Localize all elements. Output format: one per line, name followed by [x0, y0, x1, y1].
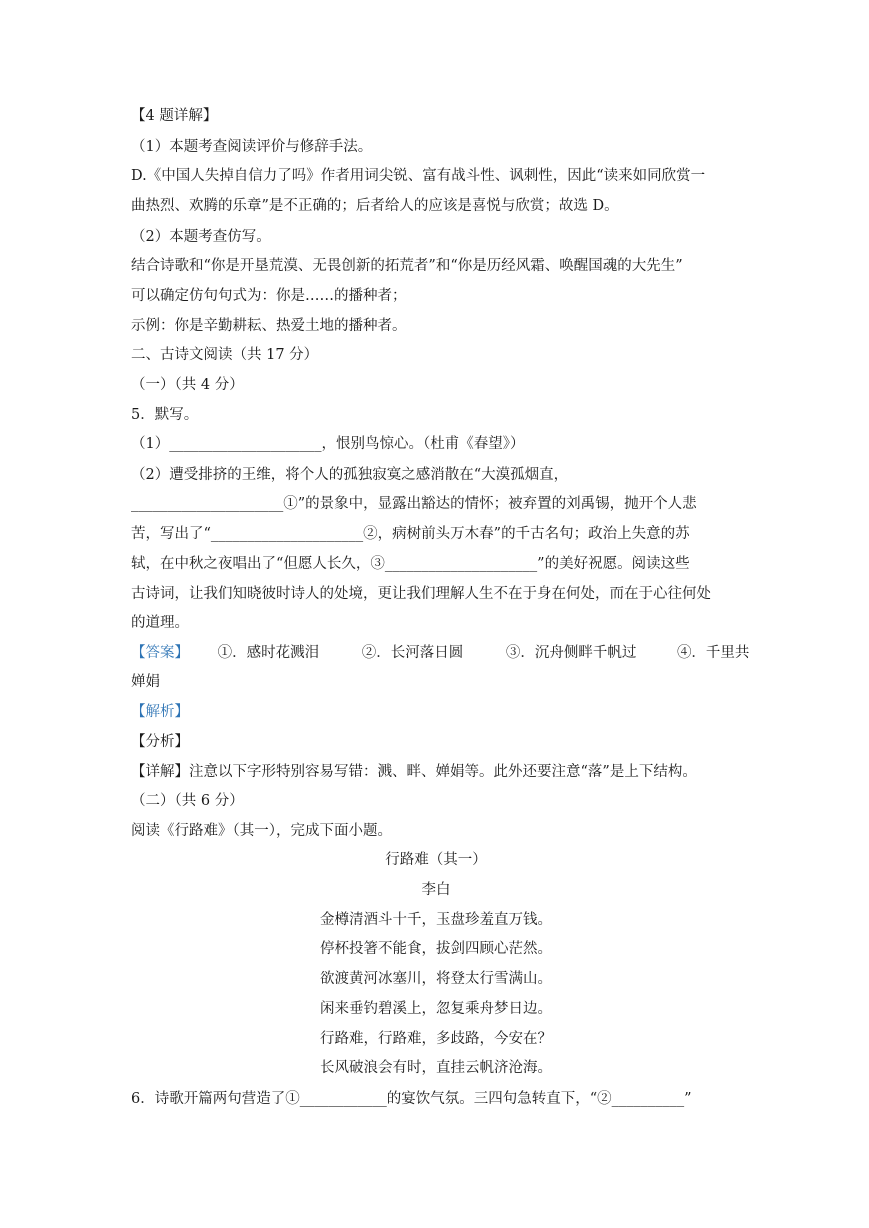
poem-line: 闲来垂钓碧溪上，忽复乘舟梦日边。: [320, 1001, 552, 1017]
poem-line: 停杯投箸不能食，拔剑四顾心茫然。: [320, 941, 552, 957]
answer-label: 【答案】: [131, 645, 189, 661]
answer-item-2: ②．长河落日圆: [361, 645, 464, 661]
paragraph: 古诗词，让我们知晓彼时诗人的处境，更让我们理解人生不在于身在何处，而在于心往何处: [131, 586, 711, 602]
reading-instruction: 阅读《行路难》（其一），完成下面小题。: [131, 823, 392, 839]
paragraph: （2）本题考查仿写。: [131, 229, 271, 245]
analysis-label: 【解析】: [131, 704, 189, 720]
subsection-heading: （二）（共 6 分）: [131, 793, 244, 809]
paragraph: D.《中国人失掉自信力了吗》作者用词尖锐、富有战斗性、讽刺性，因此“读来如同欣赏一: [131, 168, 706, 184]
question-6: 6．诗歌开篇两句营造了①____________的宴饮气氛。三四句急转直下，“②__________”: [131, 1091, 692, 1107]
answer-line: [131, 643, 750, 663]
section-heading: 二、古诗文阅读（共 17 分）: [131, 347, 319, 363]
paragraph: （1）本题考查阅读评价与修辞手法。: [131, 139, 373, 155]
answer-item-1: ①．感时花溅泪: [217, 645, 320, 661]
paragraph: 轼，在中秋之夜唱出了“但愿人长久，③_____________________”的美好祝愿。阅读这些: [131, 556, 690, 572]
paragraph: 的道理。: [131, 615, 189, 631]
question-5: 5．默写。: [131, 407, 199, 423]
poem-line: 行路难，行路难，多歧路，今安在？: [320, 1031, 552, 1047]
poem-title: 行路难（其一）: [385, 852, 487, 868]
poem-line: 金樽清酒斗十千，玉盘珍羞直万钱。: [320, 912, 552, 928]
poem-line: 长风破浪会有时，直挂云帆济沧海。: [320, 1060, 552, 1076]
subsection-heading: （一）（共 4 分）: [131, 377, 244, 393]
detail-explanation: 【详解】注意以下字形特别容易写错：溅、畔、婵娟等。此外还要注意“落”是上下结构。: [131, 764, 697, 780]
question-5-part-1: （1）_____________________，恨别鸟惊心。（杜甫《春望》）: [131, 436, 525, 452]
section-heading-q4: 【4 题详解】: [131, 108, 218, 124]
paragraph: 结合诗歌和“你是开垦荒漠、无畏创新的拓荒者”和“你是历经风霜、唤醒国魂的大先生”: [131, 258, 683, 274]
answer-line-continued: 婵娟: [131, 674, 160, 690]
poem-author: 李白: [421, 882, 451, 898]
paragraph: 苦，写出了“_____________________②，病树前头万木春”的千古名句；政治上失意的苏: [131, 526, 690, 542]
breakdown-label: 【分析】: [131, 734, 189, 750]
answer-item-4: ④．千里共: [676, 645, 750, 661]
question-5-part-2: （2）遭受排挤的王维，将个人的孤独寂寞之感消散在“大漠孤烟直，: [131, 467, 569, 483]
paragraph: 示例：你是辛勤耕耘、热爱土地的播种者。: [131, 318, 407, 334]
paragraph: 可以确定仿句句式为：你是……的播种者；: [131, 288, 407, 304]
answer-item-3: ③．沉舟侧畔千帆过: [505, 645, 637, 661]
poem-line: 欲渡黄河冰塞川，将登太行雪满山。: [320, 971, 552, 987]
paragraph: _____________________①”的景象中，显露出豁达的情怀；被弃置的刘禹锡，抛开个人悲: [131, 496, 697, 512]
paragraph: 曲热烈、欢腾的乐章”是不正确的；后者给人的应该是喜悦与欣赏；故选 D。: [131, 198, 619, 214]
